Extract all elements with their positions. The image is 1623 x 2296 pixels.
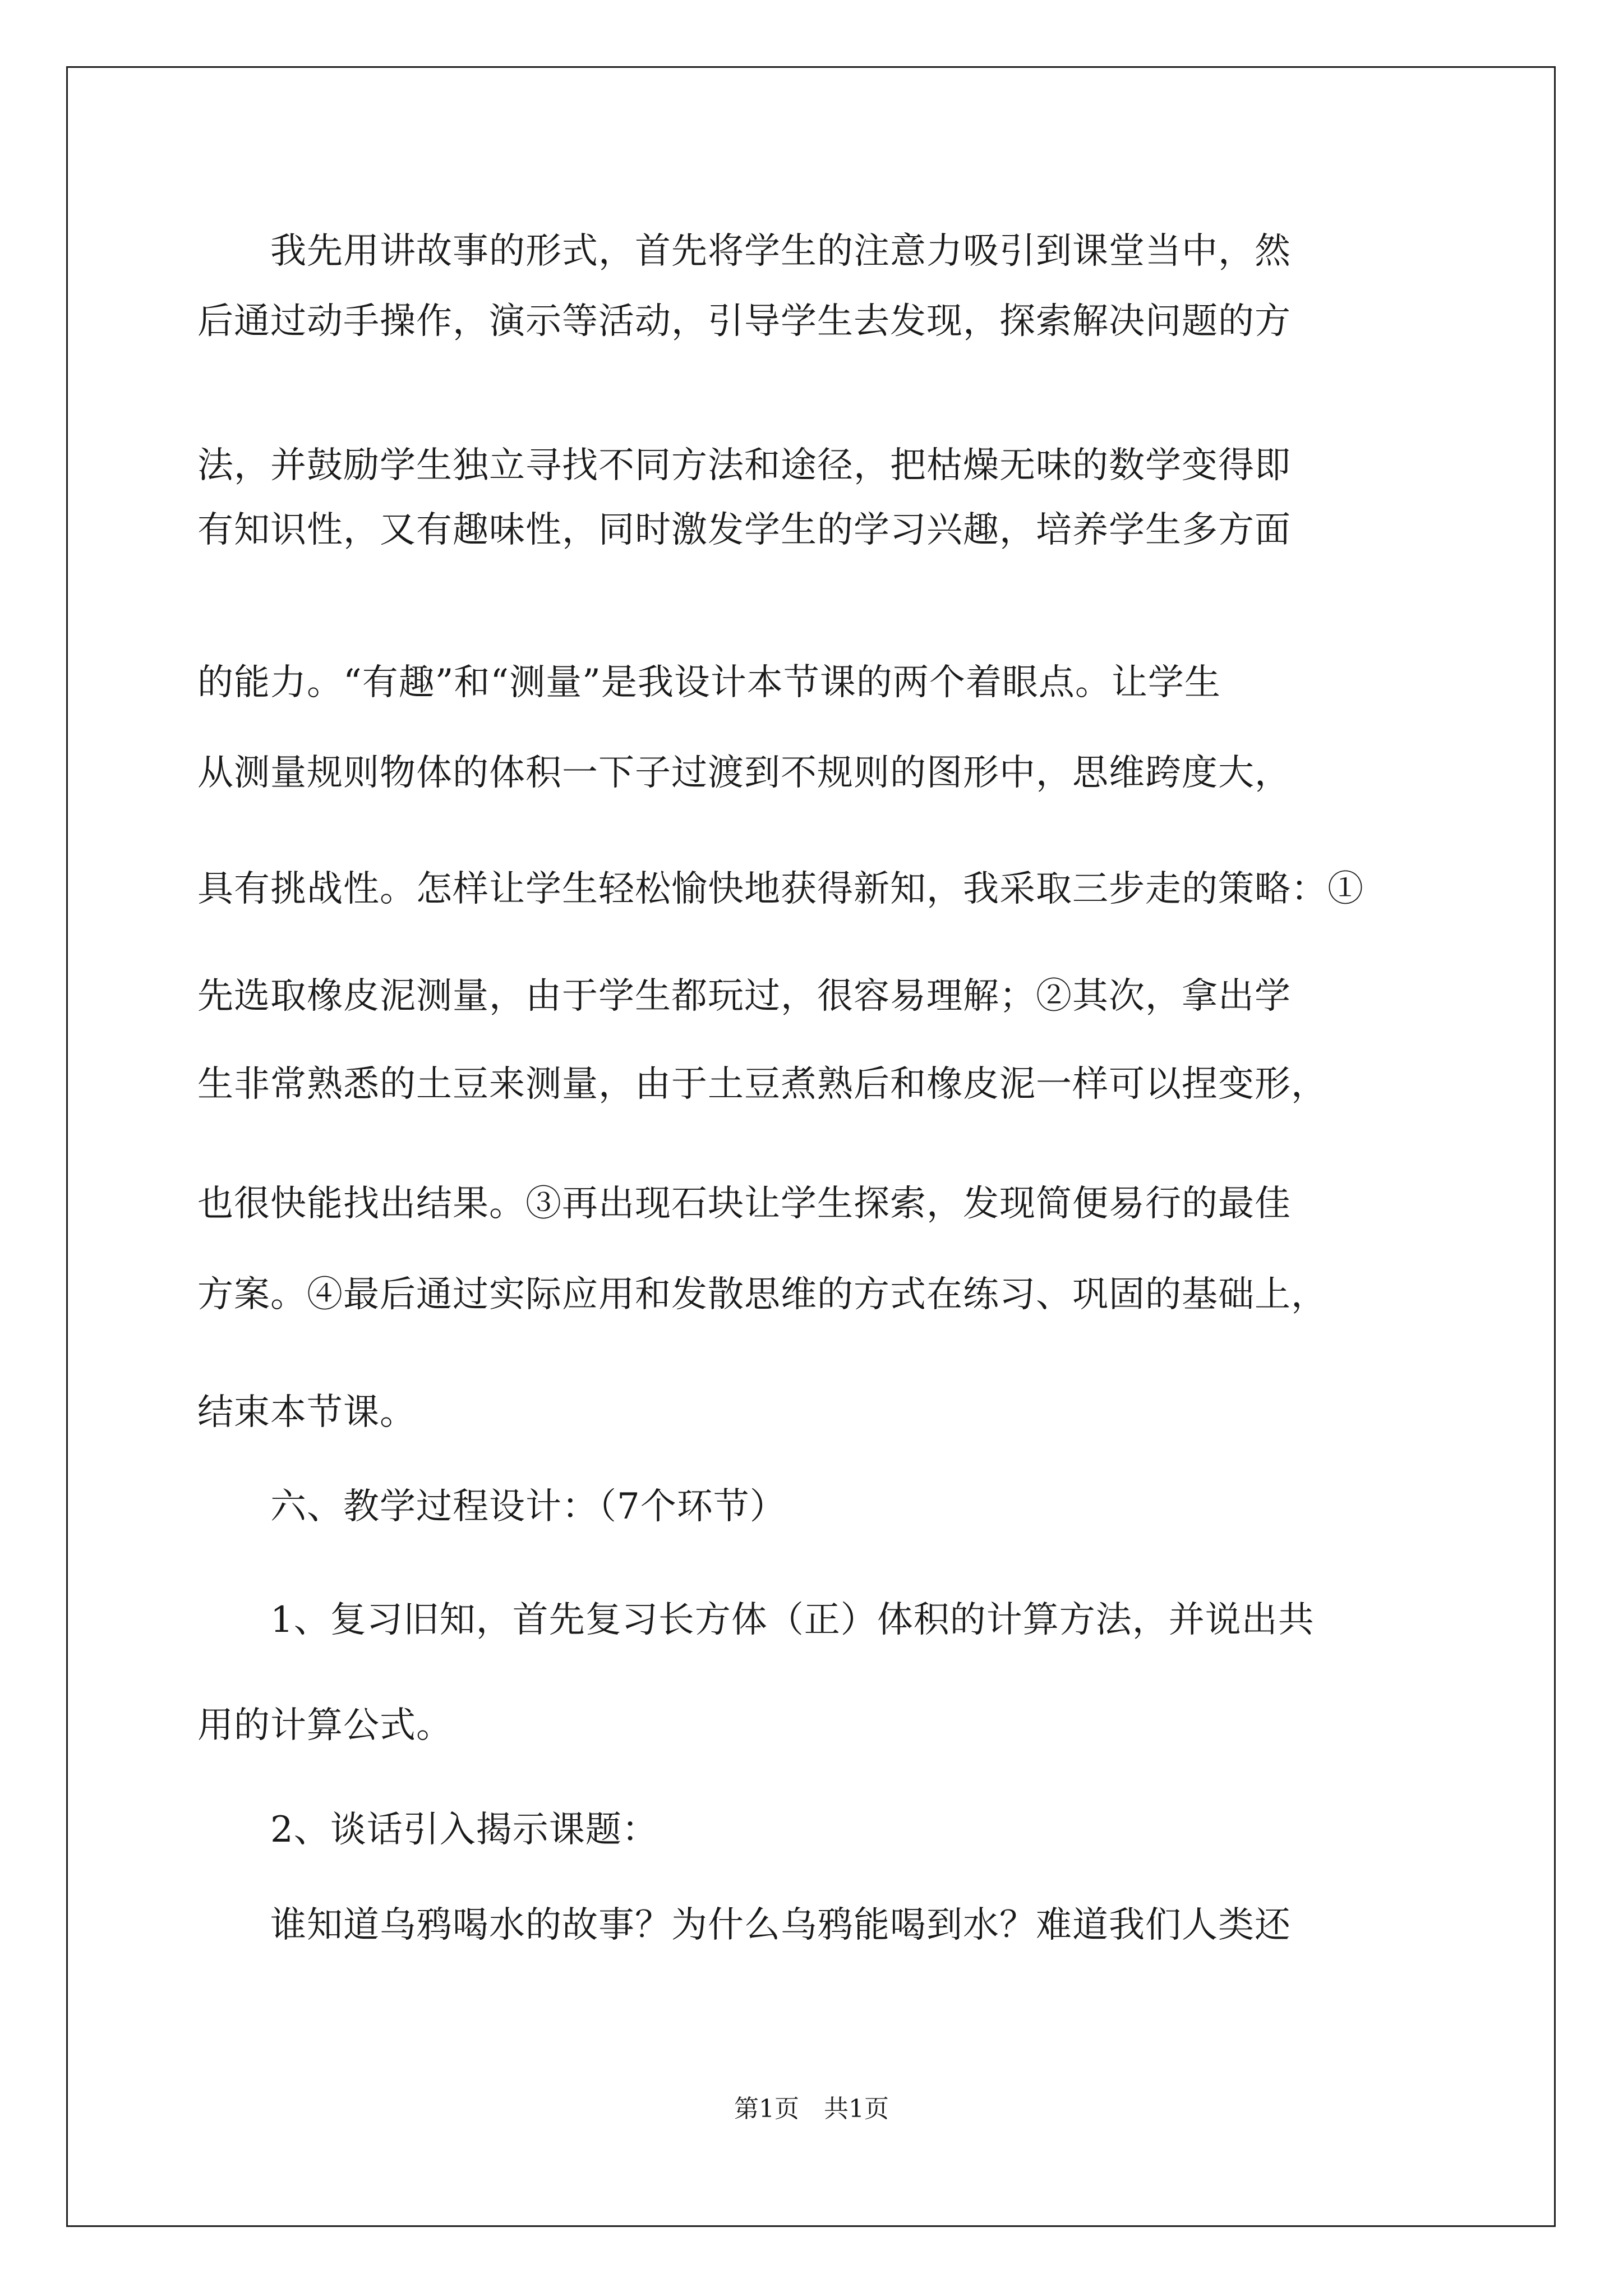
text-line: 后通过动手操作，演示等活动，引导学生去发现，探索解决问题的方 (197, 301, 1291, 342)
text-line: 1、复习旧知，首先复习长方体（正）体积的计算方法，并说出共 (197, 1599, 1315, 1641)
text-line: 我先用讲故事的形式，首先将学生的注意力吸引到课堂当中，然 (197, 231, 1291, 272)
text-line: 有知识性，又有趣味性，同时激发学生的学习兴趣，培养学生多方面 (197, 509, 1291, 551)
text-line: 用的计算公式。 (197, 1705, 453, 1746)
section-heading: 六、教学过程设计：（7个环节） (197, 1486, 786, 1527)
page-number: 第1页 (734, 2095, 799, 2123)
text-line: 先选取橡皮泥测量，由于学生都玩过，很容易理解；②其次，拿出学 (197, 976, 1291, 1017)
text-line: 谁知道乌鸦喝水的故事？为什么乌鸦能喝到水？难道我们人类还 (197, 1904, 1291, 1946)
page-footer (0, 2093, 1623, 2125)
total-pages: 共1页 (824, 2095, 889, 2123)
text-line: 法，并鼓励学生独立寻找不同方法和途径，把枯燥无味的数学变得即 (197, 445, 1291, 486)
text-line: 从测量规则物体的体积一下子过渡到不规则的图形中，思维跨度大， (197, 752, 1291, 794)
text-line: 2、谈话引入揭示课题： (197, 1809, 658, 1851)
text-line: 也很快能找出结果。③再出现石块让学生探索，发现简便易行的最佳 (197, 1183, 1291, 1225)
text-line: 生非常熟悉的土豆来测量，由于土豆煮熟后和橡皮泥一样可以捏变形， (197, 1064, 1327, 1105)
text-line: 具有挑战性。怎样让学生轻松愉快地获得新知，我采取三步走的策略：① (197, 868, 1364, 910)
text-line: 的能力。“有趣”和“测量”是我设计本节课的两个着眼点。让学生 (197, 662, 1221, 703)
text-line: 方案。④最后通过实际应用和发散思维的方式在练习、巩固的基础上， (197, 1274, 1327, 1315)
text-line: 结束本节课。 (197, 1392, 416, 1433)
